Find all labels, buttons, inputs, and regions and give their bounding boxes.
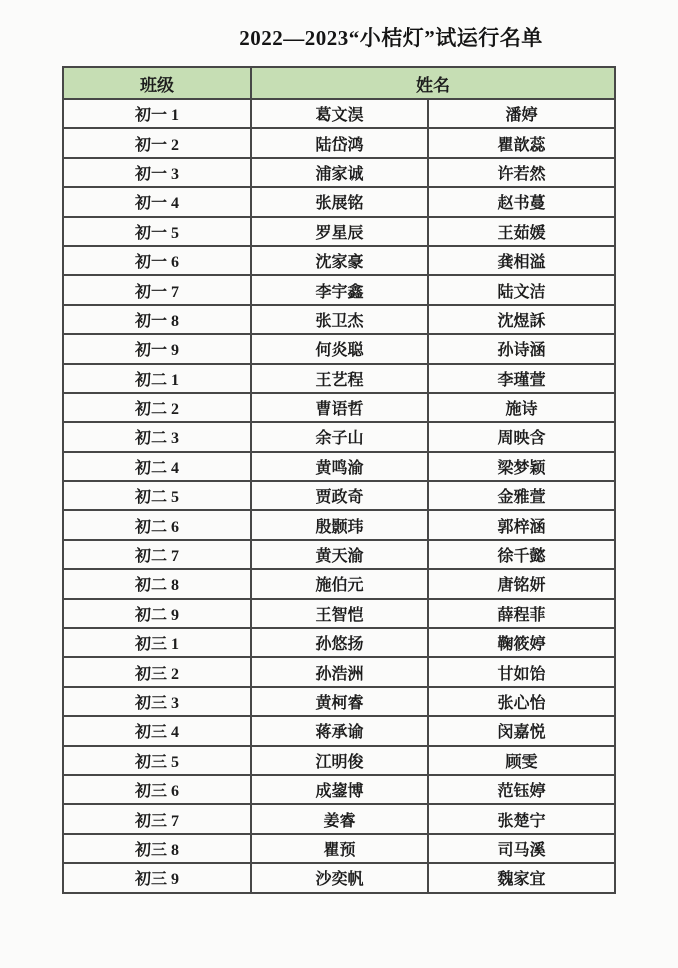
name-cell-1: 张卫杰 <box>251 305 428 334</box>
name-cell-1: 姜睿 <box>251 804 428 833</box>
table-row <box>63 540 615 569</box>
class-cell: 初二 6 <box>63 510 251 539</box>
table-row <box>63 746 615 775</box>
table-row <box>63 393 615 422</box>
class-cell: 初二 4 <box>63 452 251 481</box>
table-row <box>63 775 615 804</box>
class-cell: 初三 6 <box>63 775 251 804</box>
name-cell-1: 葛文淏 <box>251 99 428 128</box>
name-cell-2: 鞠筱婷 <box>428 628 615 657</box>
name-cell-2: 孙诗涵 <box>428 334 615 363</box>
table-row <box>63 863 615 892</box>
table-row <box>63 657 615 686</box>
class-cell: 初一 5 <box>63 217 251 246</box>
name-cell-2: 赵书蔓 <box>428 187 615 216</box>
table-row <box>63 687 615 716</box>
name-cell-2: 金雅萱 <box>428 481 615 510</box>
class-cell: 初三 8 <box>63 834 251 863</box>
table-row <box>63 422 615 451</box>
table-row <box>63 187 615 216</box>
name-cell-2: 徐千懿 <box>428 540 615 569</box>
name-cell-1: 蒋承谕 <box>251 716 428 745</box>
name-cell-2: 周映含 <box>428 422 615 451</box>
name-cell-1: 李宇鑫 <box>251 275 428 304</box>
class-cell: 初二 7 <box>63 540 251 569</box>
name-cell-1: 王艺程 <box>251 364 428 393</box>
name-cell-1: 黄天渝 <box>251 540 428 569</box>
header-cell-class: 班级 <box>63 67 251 99</box>
name-cell-2: 张心怡 <box>428 687 615 716</box>
class-cell: 初三 3 <box>63 687 251 716</box>
name-cell-1: 殷颢玮 <box>251 510 428 539</box>
name-cell-1: 浦家诚 <box>251 158 428 187</box>
name-cell-2: 瞿歆蕊 <box>428 128 615 157</box>
name-cell-2: 梁梦颖 <box>428 452 615 481</box>
table-row <box>63 804 615 833</box>
name-cell-2: 沈煜訸 <box>428 305 615 334</box>
header-cell-name: 姓名 <box>251 67 615 99</box>
name-cell-2: 魏家宜 <box>428 863 615 892</box>
class-cell: 初三 1 <box>63 628 251 657</box>
name-cell-1: 沈家豪 <box>251 246 428 275</box>
class-cell: 初一 3 <box>63 158 251 187</box>
table-row <box>63 569 615 598</box>
roster-table <box>62 66 616 894</box>
name-cell-2: 李瑾萱 <box>428 364 615 393</box>
table-row <box>63 510 615 539</box>
name-cell-1: 张展铭 <box>251 187 428 216</box>
table-row <box>63 334 615 363</box>
name-cell-1: 孙浩洲 <box>251 657 428 686</box>
name-cell-1: 贾政奇 <box>251 481 428 510</box>
roster-body <box>63 99 615 893</box>
name-cell-2: 陆文洁 <box>428 275 615 304</box>
table-row <box>63 628 615 657</box>
name-cell-2: 司马溪 <box>428 834 615 863</box>
table-row <box>63 99 615 128</box>
name-cell-1: 何炎聪 <box>251 334 428 363</box>
name-cell-1: 沙奕帆 <box>251 863 428 892</box>
class-cell: 初三 7 <box>63 804 251 833</box>
name-cell-1: 黄鸣渝 <box>251 452 428 481</box>
table-row <box>63 128 615 157</box>
name-cell-1: 成鋆博 <box>251 775 428 804</box>
table-row <box>63 275 615 304</box>
name-cell-2: 甘如饴 <box>428 657 615 686</box>
table-row <box>63 364 615 393</box>
name-cell-2: 张楚宁 <box>428 804 615 833</box>
name-cell-1: 曹语哲 <box>251 393 428 422</box>
class-cell: 初二 9 <box>63 599 251 628</box>
name-cell-1: 施伯元 <box>251 569 428 598</box>
name-cell-1: 王智恺 <box>251 599 428 628</box>
name-cell-2: 王茹媛 <box>428 217 615 246</box>
table-row <box>63 158 615 187</box>
name-cell-1: 瞿预 <box>251 834 428 863</box>
table-row <box>63 246 615 275</box>
class-cell: 初一 1 <box>63 99 251 128</box>
class-cell: 初一 4 <box>63 187 251 216</box>
class-cell: 初二 1 <box>63 364 251 393</box>
name-cell-2: 薛程菲 <box>428 599 615 628</box>
table-row <box>63 481 615 510</box>
name-cell-2: 唐铭妍 <box>428 569 615 598</box>
class-cell: 初三 9 <box>63 863 251 892</box>
class-cell: 初一 2 <box>63 128 251 157</box>
name-cell-2: 潘婷 <box>428 99 615 128</box>
name-cell-2: 范钰婷 <box>428 775 615 804</box>
name-cell-1: 陆岱鸿 <box>251 128 428 157</box>
name-cell-1: 黄柯睿 <box>251 687 428 716</box>
class-cell: 初二 2 <box>63 393 251 422</box>
name-cell-2: 郭梓涵 <box>428 510 615 539</box>
class-cell: 初一 7 <box>63 275 251 304</box>
class-cell: 初二 3 <box>63 422 251 451</box>
name-cell-1: 江明俊 <box>251 746 428 775</box>
name-cell-2: 施诗 <box>428 393 615 422</box>
class-cell: 初二 5 <box>63 481 251 510</box>
header-row <box>63 67 615 99</box>
name-cell-2: 顾雯 <box>428 746 615 775</box>
table-row <box>63 834 615 863</box>
name-cell-2: 许若然 <box>428 158 615 187</box>
name-cell-1: 孙悠扬 <box>251 628 428 657</box>
table-row <box>63 305 615 334</box>
class-cell: 初三 5 <box>63 746 251 775</box>
table-row <box>63 217 615 246</box>
class-cell: 初一 9 <box>63 334 251 363</box>
class-cell: 初一 6 <box>63 246 251 275</box>
class-cell: 初二 8 <box>63 569 251 598</box>
name-cell-1: 余子山 <box>251 422 428 451</box>
table-row <box>63 452 615 481</box>
table-row <box>63 716 615 745</box>
name-cell-1: 罗星辰 <box>251 217 428 246</box>
table-row <box>63 599 615 628</box>
class-cell: 初一 8 <box>63 305 251 334</box>
class-cell: 初三 2 <box>63 657 251 686</box>
page-title: 2022—2023“小桔灯”试运行名单 <box>239 26 543 50</box>
name-cell-2: 龚相溢 <box>428 246 615 275</box>
class-cell: 初三 4 <box>63 716 251 745</box>
name-cell-2: 闵嘉悦 <box>428 716 615 745</box>
